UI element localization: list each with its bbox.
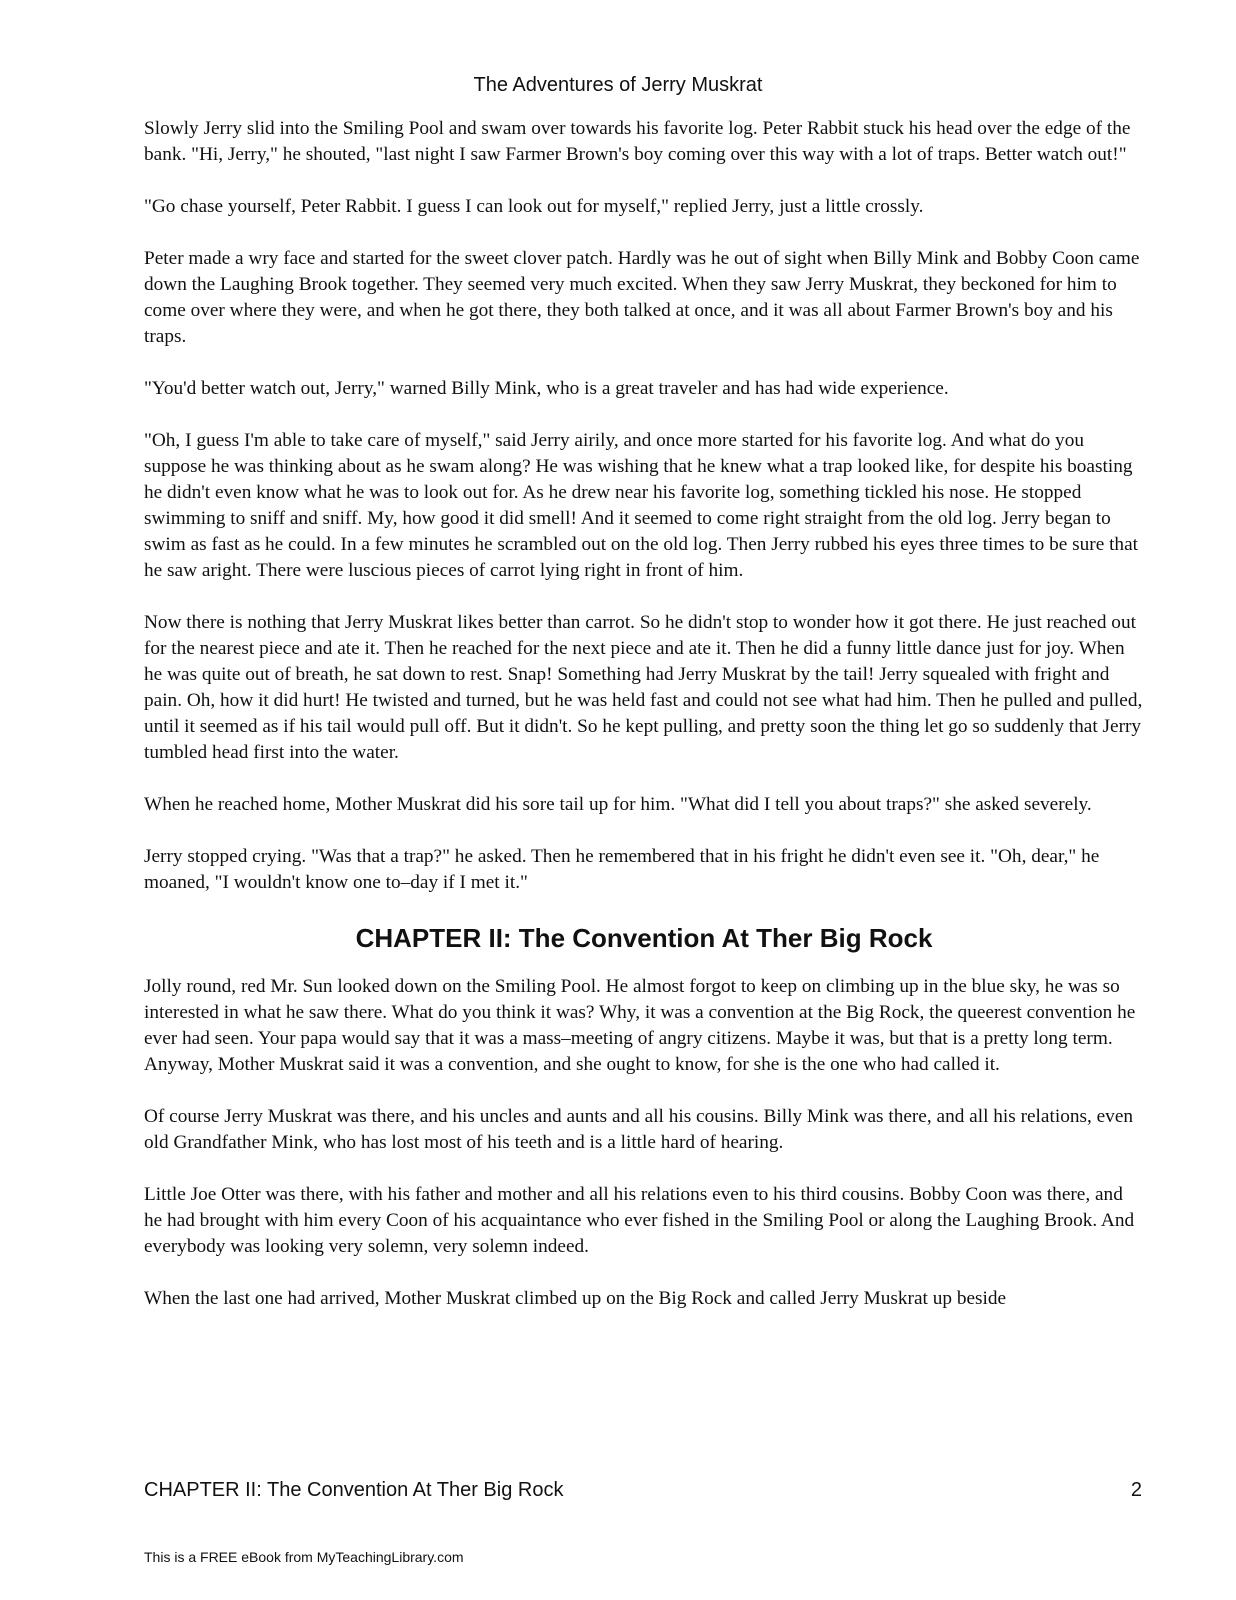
running-header-title: The Adventures of Jerry Muskrat [473, 74, 763, 96]
body-paragraph: Little Joe Otter was there, with his father and mother and all his relations even to his third cousins. Bobby Coon was there, and he had brought with him every Coon of his acquaintance who ever fished in the Smiling Pool or along the Laughing Brook. And everybody was looking very solemn, very solemn indeed. [144, 1184, 1135, 1257]
footer-free-ebook-note: This is a FREE eBook from MyTeachingLibrary.com [144, 1549, 464, 1565]
page-body [144, 116, 1144, 1338]
body-paragraph: "Go chase yourself, Peter Rabbit. I guess I can look out for myself," replied Jerry, just a little crossly. [144, 196, 924, 217]
body-paragraph: Jerry stopped crying. "Was that a trap?" he asked. Then he remembered that in his fright he didn't even see it. "Oh, dear," he moaned, "I wouldn't know one to–day if I met it." [144, 846, 1100, 893]
body-paragraph: Now there is nothing that Jerry Muskrat likes better than carrot. So he didn't stop to wonder how it got there. He just reached out for the nearest piece and ate it. Then he reached for the next piece and ate it. Then he did a funny little dance just for joy. When he was quite out of breath, he sat down to rest. Snap! Something had Jerry Muskrat by the tail! Jerry squealed with fright and pain. Oh, how it did hurt! He twisted and turned, but he was held fast and could not see what had him. Then he pulled and pulled, until it seemed as if his tail would pull off. But it didn't. So he kept pulling, and pretty soon the thing let go so suddenly that Jerry tumbled head first into the water. [144, 612, 1143, 763]
body-paragraph: Jolly round, red Mr. Sun looked down on the Smiling Pool. He almost forgot to keep on climbing up in the blue sky, he was so interested in what he saw there. What do you think it was? Why, it was a convention at the Big Rock, the queerest convention he ever had seen. Your papa would say that it was a mass–meeting of angry citizens. Maybe it was, but that is a pretty long term. Anyway, Mother Muskrat said it was a convention, and she ought to know, for she is the one who had called it. [144, 976, 1136, 1075]
chapter-heading: CHAPTER II: The Convention At Ther Big Rock [355, 923, 933, 953]
body-paragraph: Peter made a wry face and started for the sweet clover patch. Hardly was he out of sight when Billy Mink and Bobby Coon came down the Laughing Brook together. They seemed very much excited. When they saw Jerry Muskrat, they beckoned for him to come over where they were, and when he got there, they both talked at once, and it was all about Farmer Brown's boy and his traps. [144, 248, 1140, 347]
body-paragraph: When the last one had arrived, Mother Muskrat climbed up on the Big Rock and called Jerry Muskrat up beside [144, 1288, 1007, 1309]
body-paragraph: Of course Jerry Muskrat was there, and his uncles and aunts and all his cousins. Billy Mink was there, and all his relations, even old Grandfather Mink, who has lost most of his teeth and is a little hard of hearing. [144, 1106, 1134, 1153]
body-paragraph: "You'd better watch out, Jerry," warned Billy Mink, who is a great traveler and has had wide experience. [144, 378, 949, 399]
body-paragraph: "Oh, I guess I'm able to take care of myself," said Jerry airily, and once more started for his favorite log. And what do you suppose he was thinking about as he swam along? He was wishing that he knew what a trap looked like, for despite his boasting he didn't even know what he was to look out for. As he drew near his favorite log, something tickled his nose. He stopped swimming to sniff and sniff. My, how good it did smell! And it seemed to come right straight from the old log. Jerry began to swim as fast as he could. In a few minutes he scrambled out on the old log. Then Jerry rubbed his eyes three times to be sure that he saw aright. There were luscious pieces of carrot lying right in front of him. [144, 430, 1138, 581]
body-paragraph: When he reached home, Mother Muskrat did his sore tail up for him. "What did I tell you about traps?" she asked severely. [144, 794, 1092, 815]
body-paragraph: Slowly Jerry slid into the Smiling Pool and swam over towards his favorite log. Peter Rabbit stuck his head over the edge of the bank. "Hi, Jerry," he shouted, "last night I saw Farmer Brown's boy coming over this way with a lot of traps. Better watch out!" [144, 118, 1131, 165]
footer-chapter-title: CHAPTER II: The Convention At Ther Big Rock [144, 1479, 564, 1501]
page-number: 2 [1130, 1479, 1142, 1501]
